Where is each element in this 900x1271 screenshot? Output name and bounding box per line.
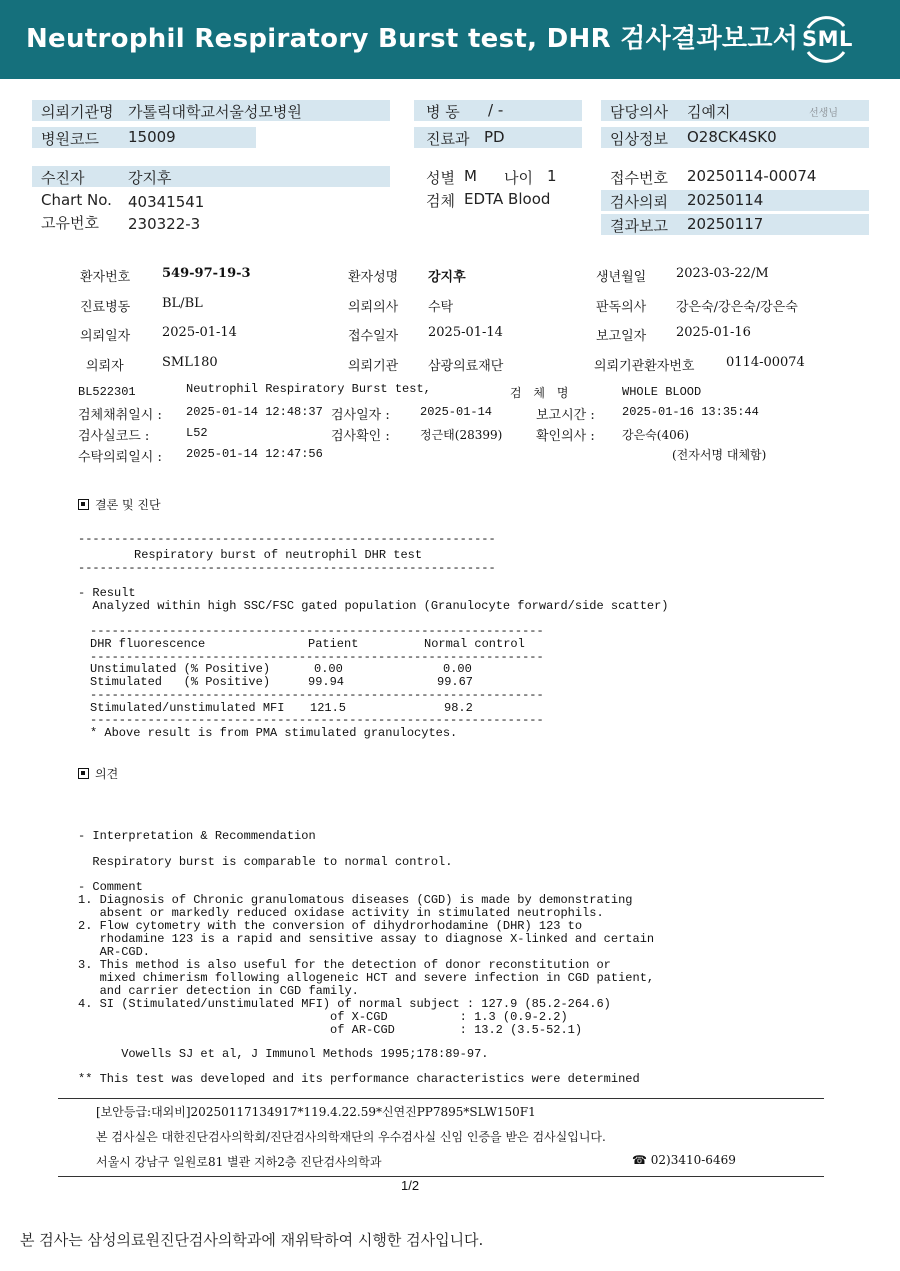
age-label: 나이 xyxy=(504,169,533,187)
table-row-3-control: 98.2 xyxy=(444,701,473,715)
hospital-code-row xyxy=(32,127,256,148)
receipt-value: 20250114-00074 xyxy=(687,167,817,185)
doctor-row xyxy=(601,100,869,121)
report-date-value: 2025-01-16 xyxy=(676,325,751,340)
collect-label: 검체채취일시 : xyxy=(78,408,162,423)
birth-label: 생년월일 xyxy=(596,270,647,285)
report-title: Neutrophil Respiratory Burst test, DHR 검사결과보고서 xyxy=(26,24,799,54)
dept-value: PD xyxy=(484,128,505,146)
dash-line-1: ---------------------------------------------------------- xyxy=(78,532,496,546)
certification-line: 본 검사실은 대한진단검사의학회/진단검사의학재단의 우수검사실 신임 인증을 받은 검사실입니다. xyxy=(96,1130,606,1144)
comment-block: - Comment 1. Diagnosis of Chronic granulomatous diseases (CGD) is made by demonstrating absent or markedly reduced oxidase activity in stimulated neutrophils. 2. Flow cytometry with the conversion of dihydrorhodamine (DHR) 123 to rhodamine 123 is a rapid and sensitive assay to diagnose X-linked and certain AR-CGD. 3. This method is also useful for the detection of donor reconstitution or mixed chimerism following allogeneic HCT and severe infection in CGD patient, and carrier detection in CGD family. 4. SI (Stimulated/unstimulated MFI) of normal subject : 127.9 (85.2-264.6) of X-CGD : 1.3 (0.9-2.2) of AR-CGD : 13.2 (3.5-52.1) xyxy=(78,880,655,1037)
phone-line: ☎ 02)3410-6469 xyxy=(632,1153,736,1167)
receipt-label: 접수번호 xyxy=(610,169,668,187)
chart-row xyxy=(32,190,390,211)
result-subheading: Analyzed within high SSC/FSC gated population (Granulocyte forward/side scatter) xyxy=(78,599,669,613)
collect-value: 2025-01-14 12:48:37 xyxy=(186,405,323,419)
confirm-doctor-value: 강은숙(406) xyxy=(622,428,690,442)
uid-label: 고유번호 xyxy=(41,214,99,232)
table-dash-bottom: --------------------------------------------------------------- xyxy=(90,713,544,727)
table-row-1-patient: 0.00 xyxy=(314,662,343,676)
table-header-col3: Normal control xyxy=(424,637,525,651)
hospital-code-value: 15009 xyxy=(128,128,176,146)
dept-label: 진료과 xyxy=(426,130,470,148)
request-time-value: 2025-01-14 12:47:56 xyxy=(186,447,323,461)
req-doctor-label: 의뢰의사 xyxy=(348,300,399,315)
ward-value: / - xyxy=(488,101,504,119)
reader-value: 강은숙/강은숙/강은숙 xyxy=(676,300,798,315)
patient-name-value: 강지후 xyxy=(428,270,466,285)
table-row-2-control: 99.67 xyxy=(437,675,474,689)
specimen-name-label: 검 체 명 xyxy=(510,386,573,400)
report-time-value: 2025-01-16 13:35:44 xyxy=(622,405,759,419)
esign-note: (전자서명 대체함) xyxy=(672,448,767,462)
report-header-bar xyxy=(0,0,900,79)
clinical-label: 임상정보 xyxy=(610,130,668,148)
age-value: 1 xyxy=(547,167,557,185)
result-report-value: 20250117 xyxy=(687,215,764,233)
dept-row xyxy=(414,127,582,148)
sex-value: M xyxy=(464,167,477,185)
ward-grid-value: BL/BL xyxy=(162,296,203,311)
confirm-value: 정근태(28399) xyxy=(420,428,503,442)
hospital-code-label: 병원코드 xyxy=(41,130,99,148)
table-header-col1: DHR fluorescence xyxy=(90,637,206,651)
report-date-label: 보고일자 xyxy=(596,329,647,344)
request-label: 검사의뢰 xyxy=(610,193,668,211)
table-note: * Above result is from PMA stimulated granulocytes. xyxy=(90,726,458,740)
table-row-2-label: Stimulated (% Positive) xyxy=(90,675,271,689)
specimen-row xyxy=(414,189,582,210)
patient-label: 수진자 xyxy=(41,169,85,187)
opinion-heading xyxy=(78,765,118,782)
table-row-3-label: Stimulated/unstimulated MFI xyxy=(90,701,285,715)
req-date-label: 의뢰일자 xyxy=(80,329,131,344)
hospital-label: 의뢰기관명 xyxy=(41,103,114,121)
reference-citation: Vowells SJ et al, J Immunol Methods 1995;178:89-97. xyxy=(78,1047,489,1061)
doctor-label: 담당의사 xyxy=(610,103,668,121)
patient-value: 강지후 xyxy=(128,169,172,187)
table-dash-header: --------------------------------------------------------------- xyxy=(90,650,544,664)
confirm-doctor-label: 확인의사 : xyxy=(536,429,595,444)
conclusion-heading xyxy=(78,496,161,513)
doctor-suffix: 선생님 xyxy=(809,108,838,119)
requester-label: 의뢰자 xyxy=(86,359,124,374)
page-number: 1/2 xyxy=(401,1178,420,1193)
req-org-label: 의뢰기관 xyxy=(348,359,399,374)
table-row-3-patient: 121.5 xyxy=(310,701,347,715)
birth-value: 2023-03-22/M xyxy=(676,266,769,281)
hospital-value: 가톨릭대학교서울성모병원 xyxy=(128,103,302,121)
req-org-value: 삼광의료재단 xyxy=(428,359,504,374)
table-dash-mid: --------------------------------------------------------------- xyxy=(90,688,544,702)
uid-row xyxy=(32,211,390,232)
requester-value: SML180 xyxy=(162,355,218,370)
req-date-value: 2025-01-14 xyxy=(162,325,237,340)
opinion-heading-text: 의견 xyxy=(95,767,119,781)
square-bullet-icon xyxy=(78,499,89,510)
test-name: Neutrophil Respiratory Burst test, xyxy=(186,382,431,396)
receipt-row xyxy=(601,166,869,187)
chart-label: Chart No. xyxy=(41,191,112,209)
receipt-date-value: 2025-01-14 xyxy=(428,325,503,340)
test-date-label: 검사일자 : xyxy=(331,408,390,423)
patient-row xyxy=(32,166,390,187)
lab-code-label: 검사실코드 : xyxy=(78,429,150,444)
sml-logo xyxy=(798,14,854,64)
sml-logo-text: SML xyxy=(802,27,853,51)
sex-age-row xyxy=(414,166,582,187)
outsourcing-note: 본 검사는 삼성의료원진단검사의학과에 재위탁하여 시행한 검사입니다. xyxy=(20,1231,484,1249)
test-date-value: 2025-01-14 xyxy=(420,405,493,419)
table-row-1-control: 0.00 xyxy=(443,662,472,676)
disclaimer-text: ** This test was developed and its performance characteristics were determined xyxy=(78,1072,640,1086)
dash-line-2: ---------------------------------------------------------- xyxy=(78,561,496,575)
patient-no-value: 549-97-19-3 xyxy=(162,266,251,281)
table-row-1-label: Unstimulated (% Positive) xyxy=(90,662,271,676)
footer-divider-top xyxy=(58,1098,824,1099)
test-code: BL522301 xyxy=(78,385,136,399)
org-patient-no-value: 0114-00074 xyxy=(726,355,805,370)
block-title: Respiratory burst of neutrophil DHR test xyxy=(134,548,423,562)
request-value: 20250114 xyxy=(687,191,764,209)
ward-label: 병 동 xyxy=(426,103,460,121)
req-doctor-value: 수탁 xyxy=(428,300,454,315)
table-dash-top: --------------------------------------------------------------- xyxy=(90,624,544,638)
result-heading: - Result xyxy=(78,586,136,600)
patient-no-label: 환자번호 xyxy=(80,270,131,285)
ward-row xyxy=(414,100,582,121)
hospital-row xyxy=(32,100,390,121)
org-patient-no-label: 의뢰기관환자번호 xyxy=(594,359,695,374)
confirm-label: 검사확인 : xyxy=(331,429,390,444)
result-report-row xyxy=(601,214,869,235)
doctor-value: 김예지 xyxy=(687,103,731,121)
table-header-col2: Patient xyxy=(308,637,359,651)
result-report-label: 결과보고 xyxy=(610,217,668,235)
clinical-row xyxy=(601,127,869,148)
conclusion-heading-text: 결론 및 진단 xyxy=(95,498,161,512)
request-time-label: 수탁의뢰일시 : xyxy=(78,450,162,465)
reader-label: 판독의사 xyxy=(596,300,647,315)
sex-label: 성별 xyxy=(426,169,455,187)
uid-value: 230322-3 xyxy=(128,215,201,233)
address-line: 서울시 강남구 일원로81 별관 지하2층 진단검사의학과 xyxy=(96,1155,382,1169)
specimen-value: EDTA Blood xyxy=(464,190,551,208)
lab-code-value: L52 xyxy=(186,426,208,440)
report-time-label: 보고시간 : xyxy=(536,408,595,423)
chart-value: 40341541 xyxy=(128,193,205,211)
security-line: [보안등급:대외비]20250117134917*119.4.22.59*신연진PP7895*SLW150F1 xyxy=(96,1105,536,1119)
interpretation-heading: - Interpretation & Recommendation xyxy=(78,829,316,843)
ward-grid-label: 진료병동 xyxy=(80,300,131,315)
specimen-name-value: WHOLE BLOOD xyxy=(622,385,702,399)
interpretation-text: Respiratory burst is comparable to normal control. xyxy=(78,855,453,869)
square-bullet-icon xyxy=(78,768,89,779)
request-row xyxy=(601,190,869,211)
footer-divider-bottom xyxy=(58,1176,824,1177)
specimen-label: 검체 xyxy=(426,192,455,210)
clinical-value: O28CK4SK0 xyxy=(687,128,777,146)
table-row-2-patient: 99.94 xyxy=(308,675,345,689)
receipt-date-label: 접수일자 xyxy=(348,329,399,344)
patient-name-label: 환자성명 xyxy=(348,270,399,285)
